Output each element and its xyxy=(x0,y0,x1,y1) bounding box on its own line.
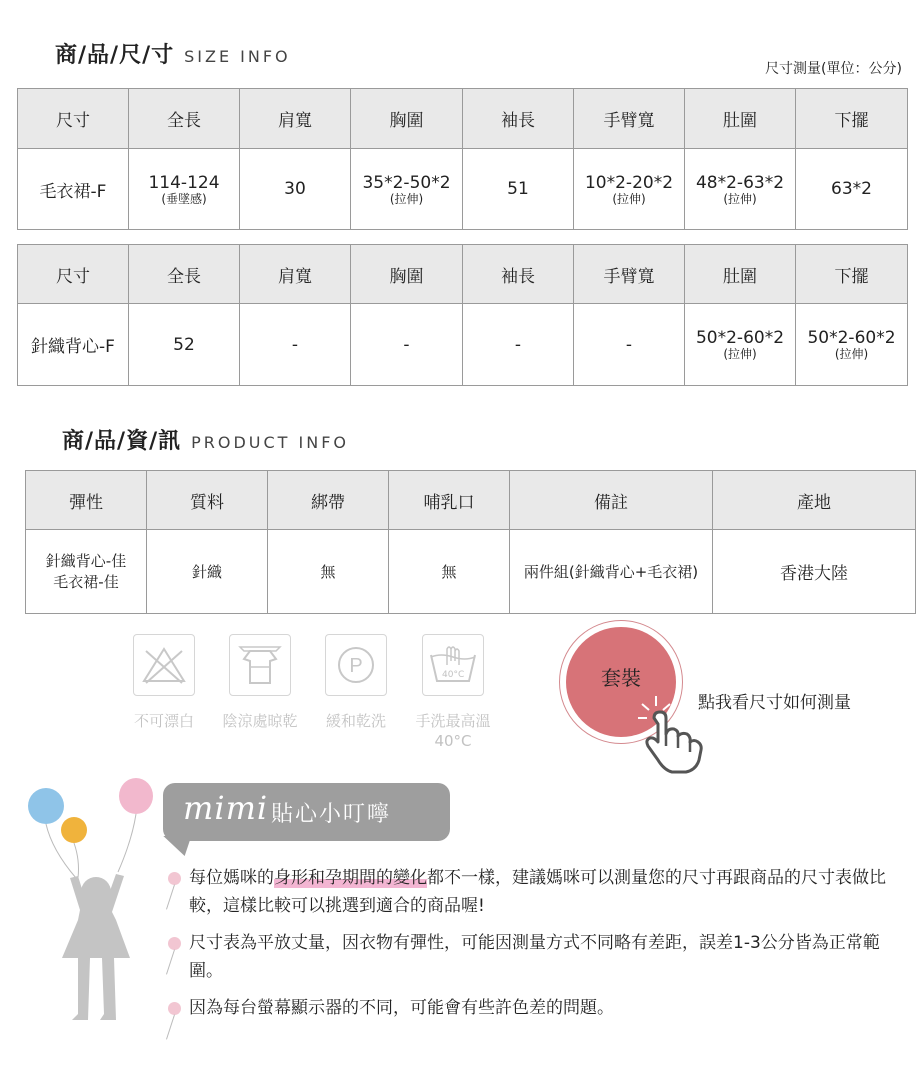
header-chest: 胸圍 xyxy=(351,89,463,149)
cell-main: 50*2-60*2 xyxy=(807,328,896,348)
tips-banner xyxy=(163,783,450,841)
product-info-table xyxy=(25,470,916,614)
header-size: 尺寸 xyxy=(18,89,129,149)
tip-bullet xyxy=(168,937,181,950)
header-material: 質料 xyxy=(147,471,268,530)
elasticity-cell xyxy=(26,530,147,614)
header-shoulder: 肩寬 xyxy=(240,245,351,304)
header-shoulder: 肩寬 xyxy=(240,89,351,149)
professional-dry-clean-icon xyxy=(325,634,387,696)
cell-main: 50*2-60*2 xyxy=(695,328,785,348)
care-label-temp: 40°C xyxy=(434,732,472,750)
header-arm-width: 手臂寬 xyxy=(574,89,685,149)
cell-sub: (拉伸) xyxy=(612,191,646,206)
size-table-vest xyxy=(17,244,908,386)
table-cell xyxy=(129,149,240,230)
table-cell xyxy=(685,149,796,230)
table-cell xyxy=(351,304,463,386)
table-cell xyxy=(796,304,908,386)
tip-item-3 xyxy=(168,994,898,1022)
care-no-bleach xyxy=(133,634,195,730)
product-info-title-zh: 商/品/資/訊 xyxy=(62,429,182,454)
header-hem: 下擺 xyxy=(796,89,908,149)
header-sleeve: 袖長 xyxy=(463,89,574,149)
table-cell xyxy=(240,304,351,386)
care-dry-clean xyxy=(325,634,387,730)
care-label: 緩和乾洗 xyxy=(325,712,387,730)
cell-main: 35*2-50*2 xyxy=(362,172,451,193)
tip-bullet xyxy=(168,1002,181,1015)
header-size: 尺寸 xyxy=(18,245,129,304)
tip-bullet xyxy=(168,872,181,885)
care-label: 陰涼處晾乾 xyxy=(222,712,298,730)
cell-sub: (拉伸) xyxy=(723,347,757,361)
cell-main: - xyxy=(514,334,522,355)
material-cell: 針織 xyxy=(147,530,268,614)
elasticity-line2: 毛衣裙-佳 xyxy=(53,572,119,591)
header-nursing: 哺乳口 xyxy=(389,471,510,530)
hand-wash-icon xyxy=(422,634,484,696)
cell-sub: (垂墜感) xyxy=(161,191,207,206)
cell-main: - xyxy=(291,334,299,355)
size-info-title xyxy=(55,38,291,69)
table-cell xyxy=(18,304,129,386)
tip-item-2 xyxy=(168,929,898,985)
header-hem: 下擺 xyxy=(796,245,908,304)
tip-text: 因為每台螢幕顯示器的不同，可能會有些許色差的問題。 xyxy=(189,998,614,1018)
table-cell xyxy=(129,304,240,386)
table-cell xyxy=(685,304,796,386)
tip-text: 尺寸表為平放丈量，因衣物有彈性，可能因測量方式不同略有差距，誤差1-3公分皆為正常範圍。 xyxy=(189,933,880,981)
cell-main: - xyxy=(403,334,410,355)
header-length: 全長 xyxy=(129,89,240,149)
cell-main: 63*2 xyxy=(831,179,872,199)
care-label: 不可漂白 xyxy=(133,712,195,730)
header-chest: 胸圍 xyxy=(351,245,463,304)
cell-main: 51 xyxy=(507,179,529,199)
care-shade-dry xyxy=(222,634,298,730)
cell-main: 30 xyxy=(284,179,306,199)
cell-main: 針織背心-F xyxy=(31,337,115,357)
care-label: 手洗最高溫 xyxy=(415,712,491,730)
balloon-pink xyxy=(119,778,153,814)
header-note: 備註 xyxy=(510,471,713,530)
cell-main: - xyxy=(625,334,633,355)
header-sleeve: 袖長 xyxy=(463,245,574,304)
header-belly: 肚圍 xyxy=(685,245,796,304)
cell-sub: (拉伸) xyxy=(389,191,424,206)
suit-label: 套裝 xyxy=(601,665,641,690)
balloon-blue xyxy=(28,788,64,824)
header-tie: 綁帶 xyxy=(268,471,389,530)
svg-text:P: P xyxy=(349,655,363,677)
care-hand-wash xyxy=(415,634,491,750)
nursing-cell: 無 xyxy=(389,530,510,614)
tie-cell: 無 xyxy=(268,530,389,614)
header-belly: 肚圍 xyxy=(685,89,796,149)
size-info-title-zh: 商/品/尺/寸 xyxy=(55,43,175,68)
unit-note: 尺寸測量(單位：公分) xyxy=(765,61,902,77)
cell-main: 114-124 xyxy=(148,172,220,193)
table-cell xyxy=(351,149,463,230)
table-cell xyxy=(240,149,351,230)
cell-main: 毛衣裙-F xyxy=(39,181,107,202)
note-cell: 兩件組(針織背心+毛衣裙) xyxy=(510,530,713,614)
measure-guide-link[interactable]: 點我看尺寸如何測量 xyxy=(698,693,851,713)
header-elasticity: 彈性 xyxy=(26,471,147,530)
header-arm-width: 手臂寬 xyxy=(574,245,685,304)
balloon-girl-illustration xyxy=(20,770,170,1050)
table-cell xyxy=(463,149,574,230)
header-origin: 產地 xyxy=(713,471,916,530)
table-cell xyxy=(18,149,129,230)
tip-text: 每位媽咪的身形和孕期間的變化都不一樣，建議媽咪可以測量您的尺寸再跟商品的尺寸表做比較，這樣比較可以挑選到適合的商品喔! xyxy=(189,868,886,916)
cell-main: 48*2-63*2 xyxy=(695,172,785,193)
cell-sub: (拉伸) xyxy=(834,347,869,361)
elasticity-line1: 針織背心-佳 xyxy=(45,551,127,570)
tip-highlight: 身形和孕期間的變化 xyxy=(274,868,427,888)
balloon-orange xyxy=(61,817,87,843)
tips-brand: mimi xyxy=(183,789,269,827)
header-length: 全長 xyxy=(129,245,240,304)
hand-wash-badge: 40°C xyxy=(442,670,465,680)
table-cell xyxy=(796,149,908,230)
shade-dry-icon xyxy=(229,634,291,696)
size-info-title-en: SIZE INFO xyxy=(184,47,291,66)
table-cell xyxy=(574,149,685,230)
origin-cell: 香港大陸 xyxy=(713,530,916,614)
cell-sub: (拉伸) xyxy=(723,191,757,206)
table-cell xyxy=(574,304,685,386)
cell-main: 52 xyxy=(173,334,195,355)
cell-main: 10*2-20*2 xyxy=(584,172,674,193)
no-bleach-icon xyxy=(133,634,195,696)
product-info-title-en: PRODUCT INFO xyxy=(191,433,350,452)
tip-item-1 xyxy=(168,864,898,920)
tips-title: 貼心小叮嚀 xyxy=(271,802,392,827)
size-table-dress xyxy=(17,88,908,230)
product-info-title xyxy=(62,424,349,455)
table-cell xyxy=(463,304,574,386)
